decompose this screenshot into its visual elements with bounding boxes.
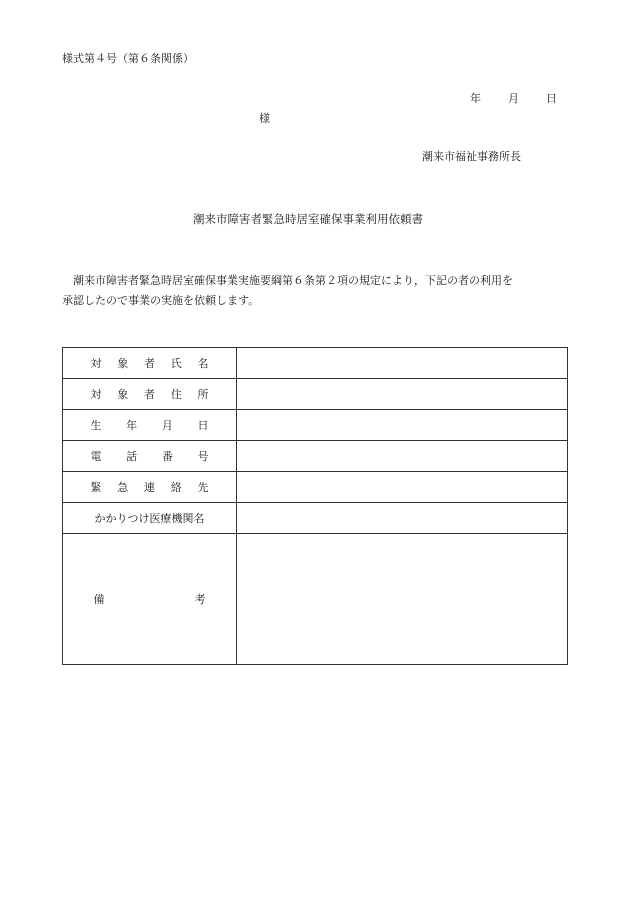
date-day-label: 日 <box>546 92 557 105</box>
label-text: かかりつけ医療機関名 <box>94 512 205 525</box>
label-subject-address <box>63 379 237 410</box>
date-line <box>470 92 557 106</box>
body-indent <box>62 274 73 287</box>
label-char: 電 <box>90 450 102 463</box>
value-emergency-contact[interactable] <box>237 472 568 503</box>
table-row-address <box>63 379 568 410</box>
table-row-phone <box>63 441 568 472</box>
value-subject-address[interactable] <box>237 379 568 410</box>
label-text <box>91 417 209 433</box>
label-text <box>94 591 206 607</box>
table-row-remarks <box>63 534 568 665</box>
table-row-name <box>63 348 568 379</box>
label-char: 考 <box>194 593 206 606</box>
label-char: 名 <box>197 357 209 370</box>
label-char: 対 <box>90 388 102 401</box>
label-char: 象 <box>117 357 129 370</box>
label-char: 話 <box>126 450 138 463</box>
label-char: 備 <box>93 593 105 606</box>
label-char: 住 <box>170 388 182 401</box>
date-month-label: 月 <box>508 92 519 105</box>
label-remarks <box>63 534 237 665</box>
label-char: 象 <box>117 388 129 401</box>
label-text <box>91 479 209 495</box>
label-birthdate <box>63 410 237 441</box>
form-number: 様式第４号（第６条関係） <box>62 52 194 65</box>
value-subject-name[interactable] <box>237 348 568 379</box>
label-char: 生 <box>90 419 102 432</box>
label-phone <box>63 441 237 472</box>
label-text <box>91 386 209 402</box>
label-char: 号 <box>197 450 209 463</box>
label-emergency-contact <box>63 472 237 503</box>
label-char: 対 <box>90 357 102 370</box>
value-phone[interactable] <box>237 441 568 472</box>
body-line-1-text: 潮来市障害者緊急時居室確保事業実施要綱第６条第２項の規定により，下記の者の利用を <box>73 274 513 287</box>
label-char: 先 <box>197 481 209 494</box>
applicant-info-table <box>62 347 568 665</box>
label-char: 者 <box>144 357 155 370</box>
value-medical-institution[interactable] <box>237 503 568 534</box>
label-char: 日 <box>197 419 209 432</box>
label-char: 番 <box>161 450 173 463</box>
value-birthdate[interactable] <box>237 410 568 441</box>
label-char: 月 <box>161 419 173 432</box>
label-char: 年 <box>126 419 138 432</box>
label-char: 氏 <box>170 357 182 370</box>
date-year-label: 年 <box>470 92 481 105</box>
body-line-2: 承認したので事業の実施を依頼します。 <box>62 294 260 307</box>
table-row-medical-institution <box>63 503 568 534</box>
label-char: 緊 <box>90 481 102 494</box>
document-title: 潮来市障害者緊急時居室確保事業利用依頼書 <box>193 212 423 226</box>
label-text <box>91 448 209 464</box>
label-char: 連 <box>144 481 155 494</box>
table-row-emergency-contact <box>63 472 568 503</box>
label-char: 者 <box>144 388 155 401</box>
label-char: 絡 <box>170 481 182 494</box>
label-subject-name <box>63 348 237 379</box>
label-medical-institution <box>63 503 237 534</box>
issuer-name: 潮来市福祉事務所長 <box>422 150 521 163</box>
label-char: 急 <box>117 481 129 494</box>
body-paragraph <box>62 271 570 311</box>
label-char: 所 <box>197 388 209 401</box>
body-line-1 <box>62 271 570 291</box>
addressee-honorific: 様 <box>259 112 270 125</box>
label-text <box>91 355 209 371</box>
value-remarks[interactable] <box>237 534 568 665</box>
table-row-birthdate <box>63 410 568 441</box>
